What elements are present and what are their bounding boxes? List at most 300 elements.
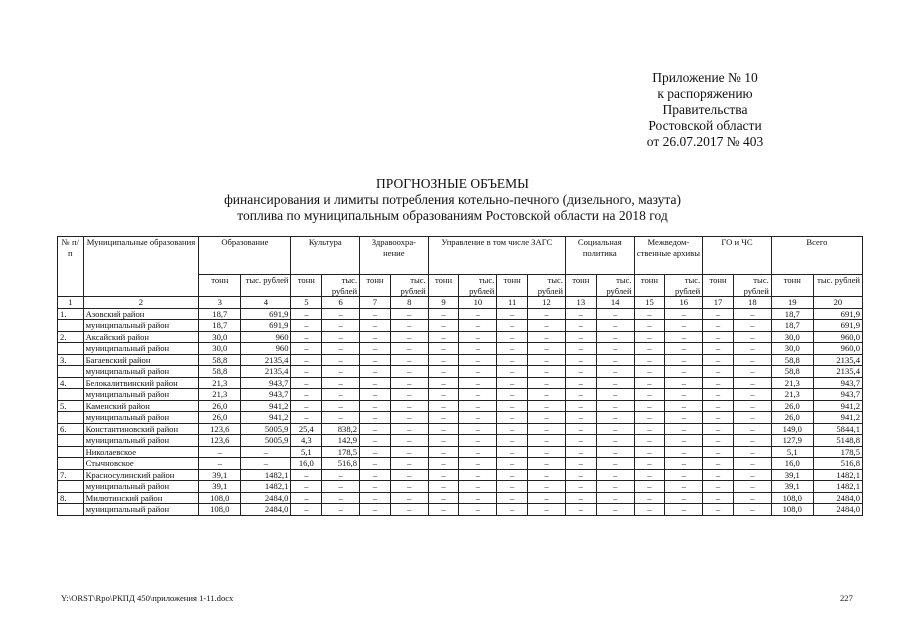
value-cell: – (528, 458, 566, 470)
column-number: 19 (771, 297, 813, 309)
table-row (58, 308, 863, 320)
value-cell: – (428, 481, 459, 493)
value-cell: 516,8 (322, 458, 360, 470)
value-cell: 149,0 (771, 423, 813, 435)
title-line: топлива по муниципальным образованиям Ростовской области на 2018 год (237, 208, 668, 223)
value-cell: – (703, 423, 734, 435)
value-cell: 1482,1 (241, 481, 291, 493)
value-cell: – (428, 492, 459, 504)
table-row (58, 377, 863, 389)
value-cell: – (733, 366, 771, 378)
value-cell: 21,3 (199, 377, 241, 389)
value-cell: – (322, 320, 360, 332)
value-cell: 5148,8 (813, 435, 862, 447)
row-number (58, 320, 84, 332)
column-number: 18 (733, 297, 771, 309)
value-cell: – (459, 435, 497, 447)
appendix-line: Правительства (662, 102, 748, 117)
header-group: Межведом-ственные архивы (634, 237, 703, 275)
value-cell: – (390, 504, 428, 516)
row-name: муниципальный район (83, 481, 199, 493)
value-cell: – (596, 354, 634, 366)
column-number: 8 (390, 297, 428, 309)
value-cell: – (497, 423, 528, 435)
appendix-line: от 26.07.2017 № 403 (646, 134, 764, 149)
value-cell: – (360, 354, 391, 366)
value-cell: – (565, 423, 596, 435)
value-cell: – (428, 435, 459, 447)
table-row (58, 435, 863, 447)
value-cell: 123,6 (199, 423, 241, 435)
value-cell: – (733, 504, 771, 516)
row-name: Багаевский район (83, 354, 199, 366)
table-body (58, 308, 863, 515)
column-number: 15 (634, 297, 665, 309)
value-cell: – (565, 320, 596, 332)
row-name: Николаевское (83, 446, 199, 458)
value-cell: – (528, 308, 566, 320)
unit-rub: тыс. рублей (733, 275, 771, 297)
value-cell: – (291, 343, 322, 355)
value-cell: – (390, 446, 428, 458)
value-cell: – (596, 446, 634, 458)
value-cell: – (596, 481, 634, 493)
value-cell: – (291, 412, 322, 424)
unit-rub: тыс. рублей (322, 275, 360, 297)
value-cell: – (634, 389, 665, 401)
value-cell: – (291, 366, 322, 378)
row-number: 8. (58, 492, 84, 504)
value-cell: 39,1 (771, 469, 813, 481)
value-cell: – (703, 343, 734, 355)
value-cell: – (634, 458, 665, 470)
value-cell: – (497, 343, 528, 355)
value-cell: – (199, 458, 241, 470)
value-cell: – (390, 423, 428, 435)
value-cell: – (596, 400, 634, 412)
value-cell: 5844,1 (813, 423, 862, 435)
value-cell: – (241, 458, 291, 470)
value-cell: 943,7 (241, 389, 291, 401)
value-cell: – (565, 446, 596, 458)
header-group: Культура (291, 237, 360, 275)
value-cell: – (733, 469, 771, 481)
value-cell: 5,1 (771, 446, 813, 458)
value-cell: – (596, 469, 634, 481)
value-cell: 30,0 (199, 343, 241, 355)
row-number: 7. (58, 469, 84, 481)
row-name: муниципальный район (83, 320, 199, 332)
value-cell: – (703, 504, 734, 516)
unit-rub: тыс. рублей (813, 275, 862, 297)
value-cell: 30,0 (771, 343, 813, 355)
value-cell: – (322, 308, 360, 320)
value-cell: – (497, 446, 528, 458)
value-cell: – (596, 331, 634, 343)
value-cell: – (665, 492, 703, 504)
value-cell: 943,7 (813, 389, 862, 401)
value-cell: – (665, 320, 703, 332)
value-cell: – (291, 504, 322, 516)
value-cell: – (390, 492, 428, 504)
value-cell: – (703, 366, 734, 378)
value-cell: – (596, 423, 634, 435)
value-cell: – (322, 331, 360, 343)
table-head (58, 237, 863, 309)
value-cell: – (360, 377, 391, 389)
value-cell: – (733, 492, 771, 504)
value-cell: 5005,9 (241, 435, 291, 447)
value-cell: – (596, 492, 634, 504)
value-cell: 691,9 (241, 308, 291, 320)
unit-tons: тонн (771, 275, 813, 297)
value-cell: – (428, 331, 459, 343)
value-cell: 30,0 (199, 331, 241, 343)
value-cell: 2135,4 (813, 366, 862, 378)
value-cell: 58,8 (771, 354, 813, 366)
value-cell: 26,0 (199, 412, 241, 424)
value-cell: – (459, 492, 497, 504)
value-cell: 1482,1 (813, 481, 862, 493)
value-cell: 941,2 (813, 412, 862, 424)
value-cell: – (459, 400, 497, 412)
value-cell: – (497, 377, 528, 389)
value-cell: – (665, 412, 703, 424)
unit-rub: тыс. рублей (665, 275, 703, 297)
value-cell: – (497, 331, 528, 343)
header-group: Образование (199, 237, 291, 275)
value-cell: – (322, 389, 360, 401)
value-cell: – (565, 331, 596, 343)
table-row (58, 446, 863, 458)
value-cell: 30,0 (771, 331, 813, 343)
value-cell: – (428, 446, 459, 458)
column-number: 11 (497, 297, 528, 309)
value-cell: – (428, 469, 459, 481)
value-cell: – (634, 377, 665, 389)
value-cell: 960,0 (813, 343, 862, 355)
value-cell: – (459, 458, 497, 470)
value-cell: – (634, 366, 665, 378)
unit-rub: тыс. рублей (390, 275, 428, 297)
value-cell: – (241, 446, 291, 458)
value-cell: 4,3 (291, 435, 322, 447)
value-cell: – (291, 354, 322, 366)
column-number: 20 (813, 297, 862, 309)
row-number (58, 389, 84, 401)
value-cell: – (528, 423, 566, 435)
value-cell: – (459, 469, 497, 481)
value-cell: – (390, 320, 428, 332)
row-name: Азовский район (83, 308, 199, 320)
value-cell: – (390, 389, 428, 401)
value-cell: – (528, 504, 566, 516)
value-cell: 18,7 (771, 320, 813, 332)
value-cell: – (634, 400, 665, 412)
value-cell: 960 (241, 331, 291, 343)
value-cell: 26,0 (771, 412, 813, 424)
value-cell: – (428, 400, 459, 412)
value-cell: – (459, 481, 497, 493)
value-cell: – (733, 446, 771, 458)
value-cell: – (497, 458, 528, 470)
value-cell: – (565, 412, 596, 424)
value-cell: – (703, 377, 734, 389)
value-cell: – (497, 492, 528, 504)
value-cell: – (665, 400, 703, 412)
value-cell: 142,9 (322, 435, 360, 447)
value-cell: – (497, 504, 528, 516)
value-cell: – (528, 469, 566, 481)
value-cell: – (733, 412, 771, 424)
value-cell: – (497, 308, 528, 320)
unit-tons: тонн (703, 275, 734, 297)
value-cell: – (322, 343, 360, 355)
value-cell: – (634, 331, 665, 343)
value-cell: – (565, 469, 596, 481)
value-cell: – (528, 389, 566, 401)
value-cell: – (428, 366, 459, 378)
value-cell: – (528, 354, 566, 366)
value-cell: – (360, 481, 391, 493)
value-cell: 1482,1 (241, 469, 291, 481)
value-cell: – (390, 343, 428, 355)
value-cell: – (634, 308, 665, 320)
value-cell: 127,9 (771, 435, 813, 447)
value-cell: 516,8 (813, 458, 862, 470)
value-cell: – (565, 366, 596, 378)
title-line: ПРОГНОЗНЫЕ ОБЪЕМЫ (376, 176, 529, 191)
value-cell: 5005,9 (241, 423, 291, 435)
value-cell: – (459, 377, 497, 389)
document-title (0, 176, 905, 224)
value-cell: – (528, 366, 566, 378)
value-cell: – (733, 481, 771, 493)
value-cell: – (322, 504, 360, 516)
value-cell: 838,2 (322, 423, 360, 435)
column-number: 10 (459, 297, 497, 309)
value-cell: – (634, 435, 665, 447)
value-cell: – (390, 377, 428, 389)
value-cell: – (528, 481, 566, 493)
row-name: Аксайский район (83, 331, 199, 343)
table-row (58, 504, 863, 516)
value-cell: 21,3 (771, 377, 813, 389)
value-cell: 1482,1 (813, 469, 862, 481)
value-cell: – (360, 308, 391, 320)
value-cell: – (665, 469, 703, 481)
value-cell: 21,3 (771, 389, 813, 401)
column-number: 16 (665, 297, 703, 309)
value-cell: – (528, 435, 566, 447)
value-cell: – (596, 320, 634, 332)
value-cell: – (634, 343, 665, 355)
column-number: 7 (360, 297, 391, 309)
value-cell: – (428, 354, 459, 366)
value-cell: – (390, 481, 428, 493)
value-cell: – (428, 377, 459, 389)
value-cell: – (634, 412, 665, 424)
table-row (58, 492, 863, 504)
row-number (58, 412, 84, 424)
value-cell: – (291, 400, 322, 412)
value-cell: – (322, 481, 360, 493)
header-group: ГО и ЧС (703, 237, 772, 275)
value-cell: – (459, 423, 497, 435)
row-name: муниципальный район (83, 435, 199, 447)
title-line: финансирования и лимиты потребления котельно-печного (дизельного, мазута) (224, 192, 681, 207)
value-cell: 691,9 (813, 308, 862, 320)
row-name: Белокалитвинский район (83, 377, 199, 389)
value-cell: – (497, 469, 528, 481)
column-number: 1 (58, 297, 84, 309)
value-cell: – (596, 308, 634, 320)
table-row (58, 469, 863, 481)
column-number: 6 (322, 297, 360, 309)
unit-rub: тыс. рублей (241, 275, 291, 297)
value-cell: – (565, 492, 596, 504)
value-cell: 58,8 (771, 366, 813, 378)
value-cell: – (634, 504, 665, 516)
value-cell: – (665, 366, 703, 378)
table-row (58, 343, 863, 355)
value-cell: 5,1 (291, 446, 322, 458)
value-cell: – (733, 320, 771, 332)
value-cell: – (360, 331, 391, 343)
value-cell: – (703, 400, 734, 412)
value-cell: – (634, 469, 665, 481)
value-cell: – (291, 469, 322, 481)
column-number: 12 (528, 297, 566, 309)
value-cell: – (360, 320, 391, 332)
value-cell: – (459, 504, 497, 516)
value-cell: 943,7 (241, 377, 291, 389)
value-cell: 108,0 (199, 492, 241, 504)
value-cell: – (665, 331, 703, 343)
value-cell: – (322, 366, 360, 378)
value-cell: – (703, 446, 734, 458)
value-cell: – (733, 308, 771, 320)
row-number: 4. (58, 377, 84, 389)
value-cell: – (497, 412, 528, 424)
value-cell: – (428, 320, 459, 332)
value-cell: – (528, 343, 566, 355)
value-cell: – (360, 389, 391, 401)
value-cell: – (703, 469, 734, 481)
value-cell: – (565, 400, 596, 412)
unit-rub: тыс. рублей (528, 275, 566, 297)
value-cell: – (390, 308, 428, 320)
value-cell: – (596, 504, 634, 516)
value-cell: 2484,0 (813, 504, 862, 516)
value-cell: 58,8 (199, 366, 241, 378)
value-cell: – (665, 481, 703, 493)
value-cell: 941,2 (241, 412, 291, 424)
value-cell: – (428, 423, 459, 435)
row-number (58, 481, 84, 493)
value-cell: – (634, 320, 665, 332)
value-cell: – (322, 492, 360, 504)
value-cell: – (665, 504, 703, 516)
value-cell: – (665, 458, 703, 470)
value-cell: – (497, 366, 528, 378)
value-cell: – (733, 423, 771, 435)
table-row (58, 354, 863, 366)
table-row (58, 331, 863, 343)
value-cell: – (497, 435, 528, 447)
row-number: 6. (58, 423, 84, 435)
table-row (58, 320, 863, 332)
value-cell: – (459, 354, 497, 366)
value-cell: – (459, 343, 497, 355)
value-cell: 18,7 (771, 308, 813, 320)
value-cell: – (733, 400, 771, 412)
value-cell: – (360, 366, 391, 378)
value-cell: – (596, 435, 634, 447)
row-number (58, 366, 84, 378)
value-cell: – (390, 458, 428, 470)
value-cell: 108,0 (771, 504, 813, 516)
value-cell: – (322, 400, 360, 412)
value-cell: – (528, 400, 566, 412)
column-number: 13 (565, 297, 596, 309)
value-cell: 39,1 (199, 481, 241, 493)
column-number-row (58, 297, 863, 309)
value-cell: – (428, 458, 459, 470)
value-cell: – (703, 354, 734, 366)
appendix-block (595, 70, 815, 150)
value-cell: – (596, 377, 634, 389)
column-number: 9 (428, 297, 459, 309)
row-name: муниципальный район (83, 343, 199, 355)
value-cell: – (565, 389, 596, 401)
value-cell: 2484,0 (241, 504, 291, 516)
table-row (58, 423, 863, 435)
value-cell: – (733, 458, 771, 470)
value-cell: – (360, 458, 391, 470)
value-cell: – (322, 377, 360, 389)
unit-tons: тонн (360, 275, 391, 297)
value-cell: – (428, 308, 459, 320)
value-cell: – (634, 423, 665, 435)
value-cell: – (733, 354, 771, 366)
unit-tons: тонн (497, 275, 528, 297)
value-cell: – (733, 331, 771, 343)
value-cell: 39,1 (771, 481, 813, 493)
value-cell: – (596, 366, 634, 378)
value-cell: 21,3 (199, 389, 241, 401)
row-number: 3. (58, 354, 84, 366)
value-cell: – (360, 446, 391, 458)
unit-tons: тонн (291, 275, 322, 297)
value-cell: – (703, 481, 734, 493)
value-cell: – (291, 331, 322, 343)
row-name: Константиновский район (83, 423, 199, 435)
value-cell: – (665, 377, 703, 389)
value-cell: – (703, 435, 734, 447)
value-cell: – (528, 331, 566, 343)
value-cell: – (634, 481, 665, 493)
value-cell: – (390, 354, 428, 366)
row-number (58, 435, 84, 447)
value-cell: 25,4 (291, 423, 322, 435)
value-cell: – (565, 343, 596, 355)
value-cell: 26,0 (199, 400, 241, 412)
value-cell: – (459, 320, 497, 332)
value-cell: – (497, 400, 528, 412)
value-cell: – (291, 320, 322, 332)
value-cell: – (565, 308, 596, 320)
